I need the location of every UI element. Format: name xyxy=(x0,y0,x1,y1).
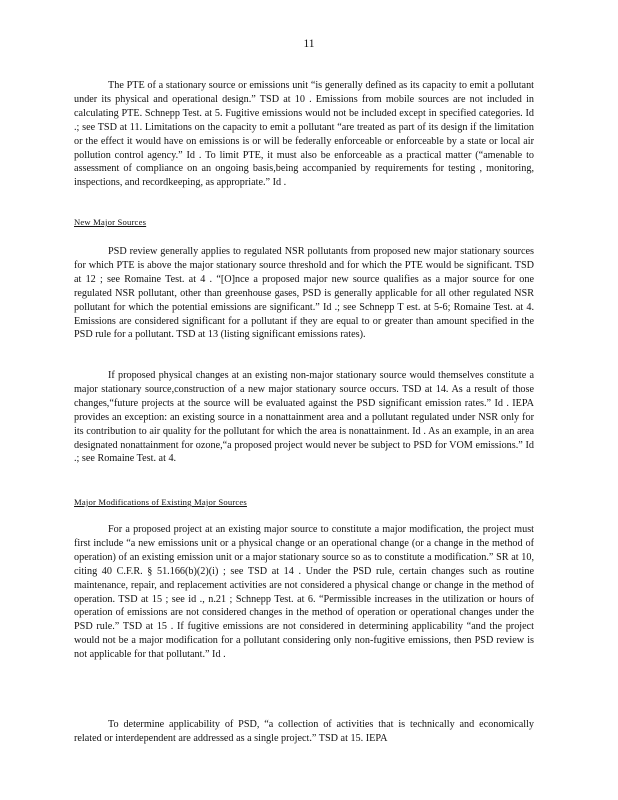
paragraph-physical-changes: If proposed physical changes at an existing non-major stationary source would themselves constitute a major stationary source,construction of a new major stationary source occurs. TSD at 14. As a result of those changes,“future projects at the source will be evaluated against the PSD significant emission rates.” Id . IEPA provides an exception: an existing source in a nonattainment area and a pollutant regulated under NSR only for its contribution to air quality for the pollutant for which the area is nonattainment. Id . As an example, in an area designated nonattainment for ozone,“a proposed project would never be subject to PSD for VOM emissions.” Id .; see Romaine Test. at 4. xyxy=(74,370,534,465)
paragraph-pte-definition: The PTE of a stationary source or emissions unit “is generally defined as its capacity to emit a pollutant under its physical and operational design.” TSD at 10 . Emissions from mobile sources are not included in calculating PTE. Schnepp Test. at 5. Fugitive emissions would not be included except in specified categories. Id .; see TSD at 11. Limitations on the capacity to emit a pollutant “are treated as part of its design if the limitation or the effect it would have on emissions is or will be federally enforceable or enforceable by a state or local air pollution control agency.” Id . To limit PTE, it must also be enforceable as a practical matter (“amenable to assessment of compliance on an ongoing basis,being accompanied by requirements for testing , monitoring, inspections, and recordkeeping, as appropriate.” Id . xyxy=(74,80,534,189)
page-number: 11 xyxy=(303,38,315,50)
paragraph-psd-review: PSD review generally applies to regulated NSR pollutants from proposed new major stationary sources for which PTE is above the major stationary source threshold and for which the PTE would be significant. TSD at 12 ; see Romaine Test. at 4 . “[O]nce a proposed major new source qualifies as a major source for one regulated NSR pollutant, other than greenhouse gases, PSD is generally applicable for all other regulated NSR pollutant for which the potential emissions are significant.” Id .; see Schnepp T est. at 5-6; Romaine Test. at 4. Emissions are considered significant for a pollutant if they are equal to or greater than amount specified in the PSD rule for a pollutant. TSD at 13 (listing significant emissions rates). xyxy=(74,246,534,341)
section-heading-major-modifications: Major Modifications of Existing Major Sources xyxy=(74,497,247,507)
paragraph-applicability: To determine applicability of PSD, “a collection of activities that is technically and economically related or interdependent are addressed as a single project.” TSD at 15. IEPA xyxy=(74,719,534,744)
paragraph-major-modification: For a proposed project at an existing major source to constitute a major modification, the project must first include “a new emissions unit or a physical change or an operational change (or a change in the method of operation) of an existing emission unit or a major stationary source so as to constitute a modification.” SR at 10, citing 40 C.F.R. § 51.166(b)(2)(i) ; see TSD at 14 . Under the PSD rule, certain changes such as routine maintenance, repair, and replacement activities are not considered a physical change or change in the method of operation. TSD at 15 ; see id ., n.21 ; Schnepp Test. at 6. “Permissible increases in the utilization or hours of operation of emissions are not considered changes in the method of operation or operational changes under the PSD rule.” TSD at 15 . If fugitive emissions are not considered in determining applicability “and the project would not be a major modification for a pollutant considering only non-fugitive emissions, then PSD review is not applicable for that pollutant.” Id . xyxy=(74,524,534,661)
section-heading-new-major-sources: New Major Sources xyxy=(74,217,147,227)
